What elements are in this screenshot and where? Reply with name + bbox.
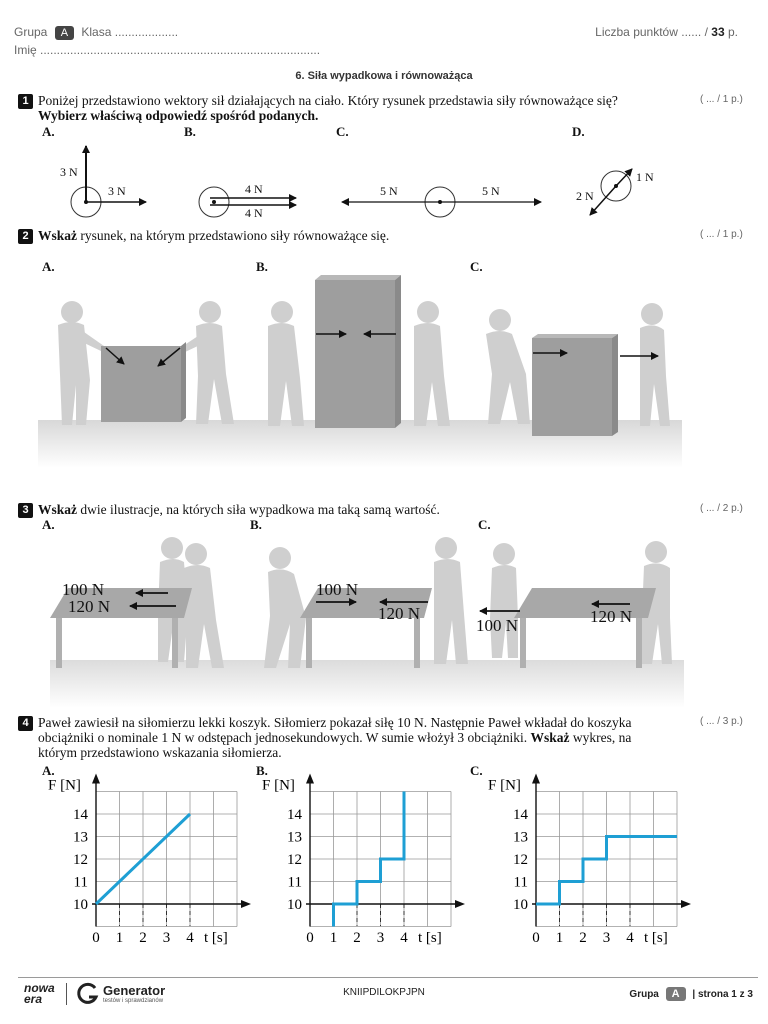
x-axis-label: t [s] [204,930,228,946]
y-axis-label: F [N] [48,777,81,794]
points-field[interactable]: ...... [681,25,702,39]
q2-illustrations [0,270,768,470]
q2-bold: Wskaż [38,228,78,243]
q1-points: ( ... / 1 p.) [700,94,743,105]
q4-line-1: Paweł zawiesił na siłomierzu lekki koszyk. Siłomierz pokazał siłę 10 N. Następnie Paweł wkładał do koszyka [38,715,632,730]
q3-a-label-100: 100 N [62,580,105,599]
q4-chart-b [254,777,454,954]
x-axis-label: t [s] [644,930,668,946]
q3-option-a[interactable]: A. [42,517,55,532]
generator-title: Generator [103,983,166,998]
name-label: Imię [14,43,37,57]
q4-chart-a [40,777,240,954]
q1-option-a[interactable]: A. [42,124,55,139]
q4-chart-c [480,777,690,954]
name-field[interactable]: .................................................................................... [40,43,321,57]
q4-points: ( ... / 3 p.) [700,716,743,727]
q2-illustration-b [268,275,450,428]
y-tick-label: 14 [513,807,528,823]
generator-subtitle: testów i sprawdzianów [103,998,164,1004]
points-label: Liczba punktów [595,25,678,39]
y-tick-label: 10 [287,897,302,913]
x-tick-label: 2 [579,930,587,946]
y-tick-label: 10 [513,897,528,913]
class-label: Klasa [81,25,112,39]
x-tick-label: 3 [602,930,611,946]
y-tick-label: 13 [513,829,528,846]
q1-c-label-left: 5 N [380,184,398,198]
q4-option-c[interactable]: C. [470,763,483,778]
points-summary [595,25,738,39]
x-axis-label: t [s] [418,930,442,946]
q3-text [38,502,440,517]
y-axis-arrow [532,774,540,784]
header-group-row [14,25,178,40]
group-badge: A [55,26,74,40]
q4-line-2: obciążniki o nominale 1 N w odstępach jednosekundowych. W sumie włożył 3 obciążniki. Wskaż wykres, na [38,730,632,745]
q4-option-a[interactable]: A. [42,763,55,778]
footer-group-label: Grupa [629,989,659,1000]
q1-d-label-1: 1 N [636,170,654,184]
x-axis-arrow [681,900,691,908]
y-tick-label: 11 [287,874,302,891]
x-tick-label: 0 [532,930,540,946]
q4-line-3: którym przedstawiono wskazania siłomierza. [38,745,282,760]
y-tick-label: 13 [73,829,88,846]
footer-page-number: | strona 1 z 3 [692,989,753,1000]
class-field[interactable]: ................... [114,25,179,39]
q1-instruction: Wybierz właściwą odpowiedź spośród podanych. [38,108,319,123]
y-tick-label: 11 [513,874,528,891]
q2-option-b[interactable]: B. [256,259,268,274]
q1-question: Poniżej przedstawiono wektory sił działających na ciało. Który rysunek przedstawia siły równoważące się? [38,93,618,108]
q1-diagram-d [590,169,632,215]
x-tick-label: 4 [400,930,408,946]
q1-b-label-top: 4 N [245,182,263,196]
q2-points: ( ... / 1 p.) [700,229,743,240]
points-unit: p. [727,25,738,39]
x-tick-label: 3 [376,930,385,946]
test-code: KNIIPDILOKPJPN [343,987,425,998]
q3-c-label-100: 100 N [476,616,519,635]
q3-c-label-120: 120 N [590,607,633,626]
q4-option-b[interactable]: B. [256,763,268,778]
q4-text [38,715,688,760]
x-tick-label: 0 [92,930,100,946]
q3-number: 3 [18,503,33,518]
x-axis-arrow [455,900,465,908]
q1-b-label-bottom: 4 N [245,206,263,220]
q2-illustration-c [486,303,670,436]
x-tick-label: 2 [139,930,147,946]
y-tick-label: 14 [73,807,88,823]
footer-divider [18,977,758,978]
q2-option-c[interactable]: C. [470,259,483,274]
x-tick-label: 2 [353,930,361,946]
q3-a-label-120: 120 N [68,597,111,616]
q2-question: rysunek, na którym przedstawiono siły równoważące się. [77,228,390,243]
q1-option-c[interactable]: C. [336,124,349,139]
q2-option-a[interactable]: A. [42,259,55,274]
y-tick-label: 12 [287,852,302,868]
axes [306,774,465,927]
y-tick-label: 12 [73,852,88,868]
x-tick-label: 4 [186,930,194,946]
nowa-era-logo: nowa era [24,981,55,1006]
q1-d-label-2: 2 N [576,189,594,203]
x-tick-label: 0 [306,930,314,946]
q3-b-label-120: 120 N [378,604,421,623]
x-tick-label: 1 [555,930,564,946]
x-tick-label: 1 [115,930,124,946]
q3-illustration-c [480,541,672,668]
header-name-row [14,43,320,57]
y-tick-label: 11 [73,874,88,891]
y-tick-label: 13 [287,829,302,846]
y-axis-label: F [N] [262,777,295,794]
group-label: Grupa [14,25,48,39]
q1-diagram-c [342,187,541,217]
q1-diagram-a [71,146,146,217]
y-axis-label: F [N] [488,777,521,794]
q1-option-d[interactable]: D. [572,124,585,139]
q1-number: 1 [18,94,33,109]
x-tick-label: 3 [162,930,171,946]
q2-text [38,228,389,243]
q3-question: dwie ilustracje, na których siła wypadkowa ma taką samą wartość. [77,502,440,517]
q4-number: 4 [18,716,33,731]
q1-option-b[interactable]: B. [184,124,196,139]
q3-option-c[interactable]: C. [478,517,491,532]
x-tick-label: 1 [329,930,338,946]
q2-number: 2 [18,229,33,244]
q1-a-label-horizontal: 3 N [108,184,126,198]
footer-page-info [629,987,753,1001]
q3-option-b[interactable]: B. [250,517,262,532]
q1-text [38,93,678,123]
page-title: 6. Siła wypadkowa i równoważąca [295,70,473,82]
y-axis-arrow [92,774,100,784]
q1-a-label-vertical: 3 N [60,165,78,179]
x-tick-label: 4 [626,930,634,946]
y-axis-arrow [306,774,314,784]
y-tick-label: 12 [513,852,528,868]
axes [92,774,251,927]
q3-b-label-100: 100 N [316,580,359,599]
footer-group-badge: A [666,987,686,1001]
points-sep: / [704,25,708,39]
q3-bold: Wskaż [38,502,78,517]
points-total: 33 [711,25,725,39]
q2-illustration-a [58,301,234,425]
q3-points: ( ... / 2 p.) [700,503,743,514]
y-tick-label: 14 [287,807,302,823]
x-axis-arrow [241,900,251,908]
q1-c-label-right: 5 N [482,184,500,198]
y-tick-label: 10 [73,897,88,913]
q3-illustration-b [264,537,468,668]
